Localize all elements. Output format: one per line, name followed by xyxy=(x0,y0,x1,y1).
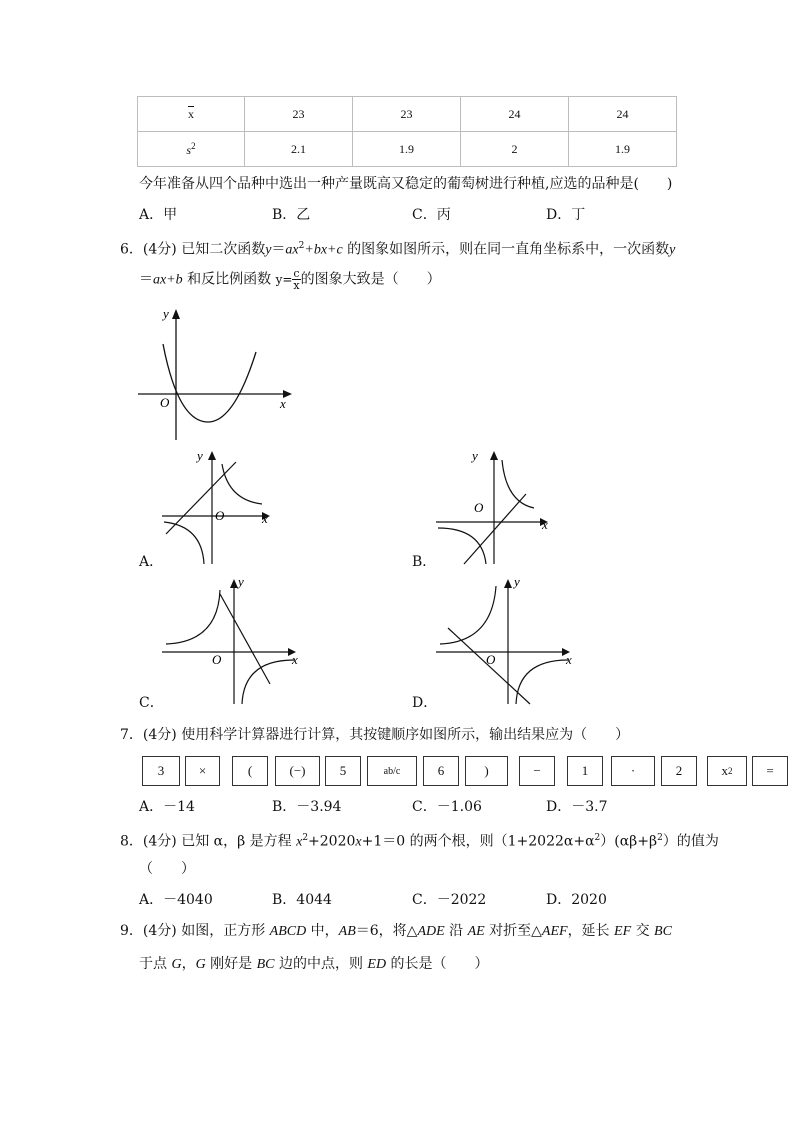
table-cell: 1.9 xyxy=(353,132,461,167)
option-a-graph xyxy=(158,446,280,568)
q8-option-b: B．4044 xyxy=(272,892,332,908)
y-axis-label: y xyxy=(514,574,520,589)
y-axis-label: y xyxy=(163,306,169,321)
x-axis-label: x xyxy=(280,396,286,411)
hyperbola-branch xyxy=(516,660,568,704)
q6-label-c: C． xyxy=(139,695,164,711)
q6-stem-line1: 6．(4分) 已知二次函数$y=ax^2+bx+c$ 的图象如图所示，则在同一直角坐标系中，一次函数y xyxy=(120,241,676,258)
origin-label: O xyxy=(474,500,484,515)
table-cell: 2.1 xyxy=(245,132,353,167)
table-row xyxy=(138,132,677,167)
calc-key-open-paren: ( xyxy=(232,756,268,786)
hyperbola-branch xyxy=(164,522,204,564)
calc-key-2: 2 xyxy=(661,756,697,786)
parabola-curve xyxy=(163,344,256,422)
q6-label-a: A． xyxy=(139,554,164,570)
y-axis-arrow-icon xyxy=(230,579,238,588)
calc-key-negative: (−) xyxy=(275,756,320,786)
stats-table xyxy=(137,96,677,167)
q5-option-d: D．丁 xyxy=(546,207,586,223)
y-axis-arrow-icon xyxy=(172,309,180,319)
q5-option-b: B．乙 xyxy=(272,207,311,223)
q7-option-d: D．－3.7 xyxy=(546,799,608,815)
x-axis-label: x xyxy=(542,517,548,532)
table-cell: 23 xyxy=(245,97,353,132)
table-cell: 1.9 xyxy=(569,132,677,167)
calc-key-1: 1 xyxy=(567,756,603,786)
calc-key-minus: − xyxy=(519,756,555,786)
q7-stem: 7．(4分) 使用科学计算器进行计算，其按键顺序如图所示，输出结果应为（ ） xyxy=(120,727,630,743)
y-axis-arrow-icon xyxy=(490,451,498,460)
table-cell: 24 xyxy=(461,97,569,132)
origin-label: O xyxy=(160,395,170,410)
calc-key-3: 3 xyxy=(142,756,180,786)
hyperbola-branch xyxy=(438,528,486,564)
hyperbola-branch xyxy=(440,586,496,644)
table-cell: 2 xyxy=(461,132,569,167)
calc-key-decimal: · xyxy=(611,756,655,786)
option-c-graph xyxy=(158,572,303,708)
hyperbola-branch xyxy=(242,660,294,704)
calc-key-close-paren: ) xyxy=(465,756,508,786)
q6-stem-line2: ＝ax+b 和反比例函数 y= $\frac{c}{x}$ 的图象大致是（ ） xyxy=(139,267,441,292)
table-row xyxy=(138,97,677,132)
origin-label: O xyxy=(486,652,496,667)
calc-key-equals: = xyxy=(752,756,788,786)
q7-option-b: B．－3.94 xyxy=(272,799,342,815)
q8-stem-line2: （ ） xyxy=(139,861,195,877)
y-axis-label: y xyxy=(472,448,478,463)
calc-key-6: 6 xyxy=(423,756,459,786)
calc-key-5: 5 xyxy=(325,756,361,786)
variance-label-cell: $s^2$ xyxy=(138,132,245,167)
option-d-graph xyxy=(432,572,577,708)
origin-label: O xyxy=(212,652,222,667)
q8-stem: 8．(4分) 已知 α，β 是方程 $x^2+2020x+1=0$ 的两个根，则$(1+2022\alpha+\alpha^2)(\alpha\beta+\beta^2)$的值为 xyxy=(120,833,719,850)
y-axis-arrow-icon xyxy=(504,579,512,588)
q8-option-c: C．－2022 xyxy=(412,892,487,908)
q5-option-a: A．甲 xyxy=(139,207,178,223)
origin-label: O xyxy=(215,508,225,523)
fraction: $\frac{c}{x}$ xyxy=(293,267,300,292)
q9-stem-line2: 于点 G，G 刚好是 BC 边的中点，则 ED 的长是（ ） xyxy=(139,956,489,972)
q9-stem-line1: 9．(4分) 如图，正方形 ABCD 中，AB＝6，将△ADE 沿 AE 对折至△AEF，延长 EF 交 BC xyxy=(120,923,672,939)
q5-stem: 今年准备从四个品种中选出一种产量既高又稳定的葡萄树进行种植,应选的品种是( ) xyxy=(139,176,673,192)
y-axis-arrow-icon xyxy=(208,451,216,460)
hyperbola-branch xyxy=(166,590,220,644)
x-axis-label: x xyxy=(262,511,268,526)
calc-key-fraction: ab/c xyxy=(367,756,417,786)
y-axis-label: y xyxy=(197,448,203,463)
x-axis-label: x xyxy=(566,652,572,667)
option-b-graph xyxy=(432,446,557,568)
table-cell: 24 xyxy=(569,97,677,132)
x-axis-label: x xyxy=(292,652,298,667)
linear-line xyxy=(166,462,236,534)
linear-line xyxy=(220,594,270,684)
q8-option-d: D．2020 xyxy=(546,892,607,908)
q6-label-d: D． xyxy=(412,695,438,711)
q6-label-b: B． xyxy=(412,554,437,570)
q7-option-c: C．－1.06 xyxy=(412,799,482,815)
mean-label-cell: $\overline{x}$ xyxy=(138,97,245,132)
y-axis-label: y xyxy=(238,574,244,589)
calc-key-square: x 2 xyxy=(707,756,747,786)
q5-option-c: C．丙 xyxy=(412,207,451,223)
calc-key-multiply: × xyxy=(185,756,220,786)
hyperbola-branch xyxy=(502,460,534,508)
q8-option-a: A．－4040 xyxy=(139,892,213,908)
table-cell: 23 xyxy=(353,97,461,132)
parabola-figure xyxy=(130,300,300,445)
q7-option-a: A．－14 xyxy=(139,799,195,815)
